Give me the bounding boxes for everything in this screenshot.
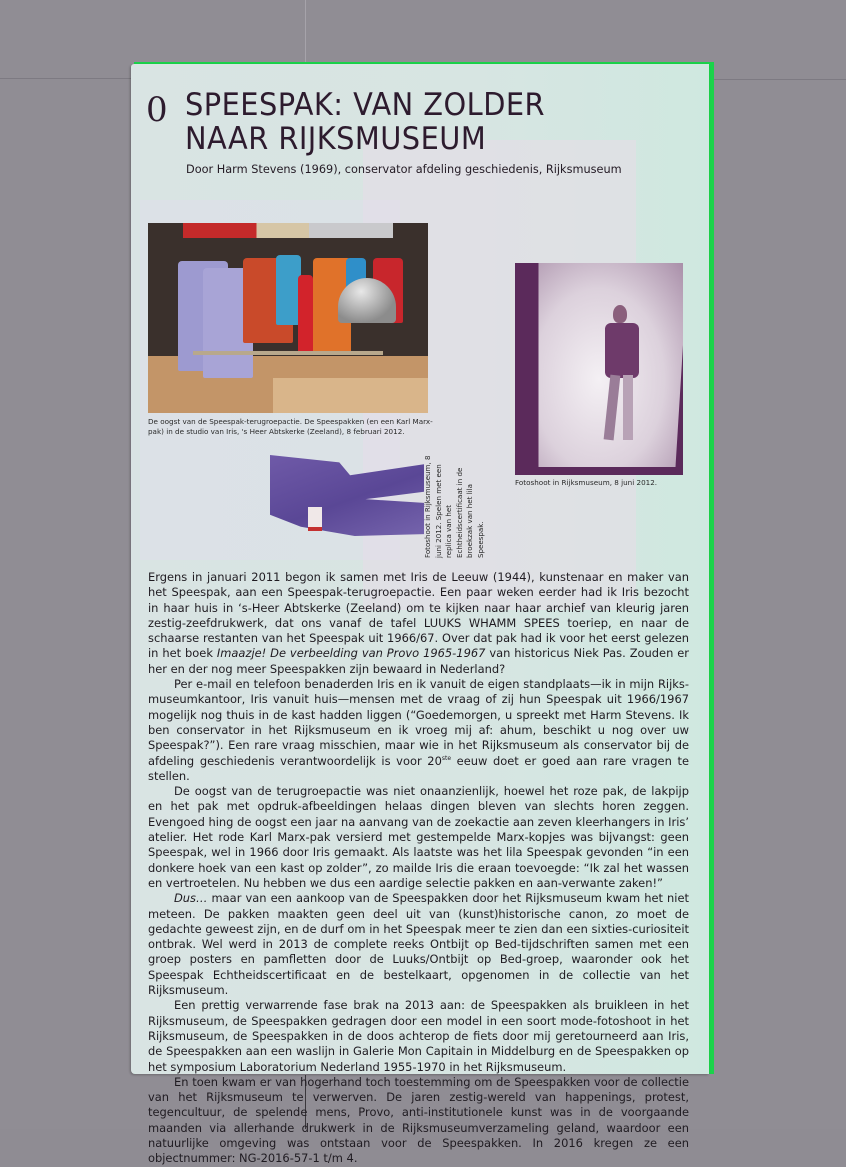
pants-photo bbox=[268, 449, 426, 552]
background-seam bbox=[712, 79, 846, 80]
pants-photo-caption: Fotoshoot in Rijksmuseum, 8 juni 2012. Spelen met een replica van het Echtheidscertificaat in de broekzak van het lila Speespak. bbox=[423, 455, 485, 558]
text: Per e-mail en telefoon benaderden Iris en ik vanuit de eigen standplaats—ik in mijn Rijks-museumkantoor, Iris vanuit huis—mensen met de vraag of zij hun Speespak uit 1966/1967 mogelijk nog thuis in de kast hadden liggen (“Goedemorgen, u spreekt met Harm Stevens. Ik ben conservator in het Rijksmuseum en ik vroeg mij af: ahum, beschikt u nog over uw Speespak?”). Een rare vraag misschien, maar wie in het Rijksmuseum als conservator bij de afdeling geschiedenis verantwoordelijk is voor 20 bbox=[148, 677, 689, 768]
text: eeuw doet er goed aan rare vragen te stellen. bbox=[148, 753, 689, 783]
article-title bbox=[185, 88, 545, 156]
fotoshoot-photo bbox=[515, 263, 683, 475]
title-line-1: SPEESPAK: VAN ZOLDER bbox=[185, 87, 546, 123]
byline: Door Harm Stevens (1969), conservator afdeling geschiedenis, Rijksmuseum bbox=[186, 163, 622, 176]
photo-detail bbox=[298, 275, 313, 355]
paragraph: En toen kwam er van hogerhand toch toestemming om de Speespakken voor de collectie van het Rijksmuseum te verwerven. De jaren zestig-wereld van happenings, protest, tegencultuur, de spelende mens, Provo, anti-institutionele kunst was in de voorgaande maanden via allerhande drukwerk in de Rijksmuseumverzameling geland, waardoor een natuurlijke omgeving was ontstaan voor de Speespakken. In 2016 kregen ze een objectnummer: NG-2016-57-1 t/m 4. bbox=[148, 1074, 689, 1166]
paragraph: De oogst van de terugroepactie was niet onaanzienlijk, hoewel het roze pak, de lakpijp en het pak met opdruk-afbeeldingen helaas dingen bleven van slechts horen zeggen. Evengoed hing de oogst een jaar na aanvang van de zoekactie aan zeven kleerhangers in Iris’ atelier. Het rode Karl Marx-pak versierd met gestempelde Marx-kopjes was bijvangst: geen Speespak, wel in 1966 door Iris gemaakt. Als laatste was het lila Speespak gevonden “in een donkere hoek van een kast op zolder”, zo mailde Iris die eraan toevoegde: “Ik zal het wassen en vertroetelen. Nu hebben we dus een aardige selectie pakken en aan-verwante zaken!” bbox=[148, 784, 689, 890]
photo-detail bbox=[515, 467, 683, 475]
text: van historicus Niek Pas. Zouden er her en der nog meer Speespakken zijn bewaard in Nederland? bbox=[148, 646, 689, 676]
photo-detail bbox=[675, 345, 683, 475]
article-body bbox=[148, 570, 689, 1167]
text: maar van een aankoop van de Speespakken door het Rijksmuseum kwam het niet meteen. De pakken maakten geen deel uit van (kunst)historische canon, zo moet de gedachte geweest zijn, en de durf om in het Speespak meer te zien dan een sixties-curiositeit ontbrak. Wel werd in 2013 de complete reeks Ontbijt op Bed-tijdschriften samen met een groep posters en pamfletten door de Luuks/Ontbijt op Bed-groep, waaronder ook het Speespak Echtheidscertificaat en de bestelkaart, opgenomen in de collectie van het Rijksmuseum. bbox=[148, 891, 689, 998]
chapter-number: 0 bbox=[146, 90, 169, 130]
paragraph bbox=[148, 677, 689, 784]
photo-detail bbox=[193, 351, 383, 355]
paragraph bbox=[148, 570, 689, 677]
title-line-2: NAAR RIJKSMUSEUM bbox=[185, 121, 487, 157]
studio-photo bbox=[148, 223, 428, 413]
text: Dus… bbox=[174, 891, 208, 906]
photo-detail bbox=[601, 305, 641, 445]
superscript: ste bbox=[441, 754, 452, 762]
photo-detail bbox=[183, 223, 393, 238]
photo-detail bbox=[273, 378, 428, 413]
photo-detail bbox=[270, 455, 424, 547]
paragraph: Een prettig verwarrende fase brak na 2013 aan: de Speespakken als bruikleen in het Rijksmuseum, de Speespakken gedragen door een model in een soort mode-fotoshoot in het Rijksmuseum, de Speespakken in de doos achterop de fiets door mij geretourneerd aan Iris, de Speespakken aan een waslijn in Galerie Mon Capitain in Middelburg en de Speespakken op het symposium Laboratorium Nederland 1955-1970 in het Rijksmuseum. bbox=[148, 998, 689, 1074]
photo-detail bbox=[308, 507, 322, 531]
book-title: Imaazje! De verbeelding van Provo 1965-1967 bbox=[216, 646, 486, 661]
text: Ergens in januari 2011 begon ik samen met Iris de Leeuw (1944), kunstenaar en maker van het Speespak, aan een Speespak-terugroepactie. Een paar weken eerder had ik Iris bezocht in haar huis in ‘s-Heer Abtskerke (Zeeland) om te kijken naar haar archief van kleurig jaren zestig-zeefdrukwerk, dat ons vanaf de tafel LUUKS WHAMM SPEES toeriep, en naar de schaarse restanten van het Speespak uit 1966/67. Over dat pak had ik voor het eerst gelezen in het boek bbox=[148, 570, 689, 661]
studio-photo-caption: De oogst van de Speespak-terugroepactie. De Speespakken (en een Karl Marx-pak) in de studio van Iris, 's Heer Abtskerke (Zeeland), 8 februari 2012. bbox=[148, 417, 433, 436]
paragraph bbox=[148, 891, 689, 998]
fotoshoot-photo-caption: Fotoshoot in Rijksmuseum, 8 juni 2012. bbox=[515, 478, 658, 487]
background-seam bbox=[0, 78, 135, 79]
